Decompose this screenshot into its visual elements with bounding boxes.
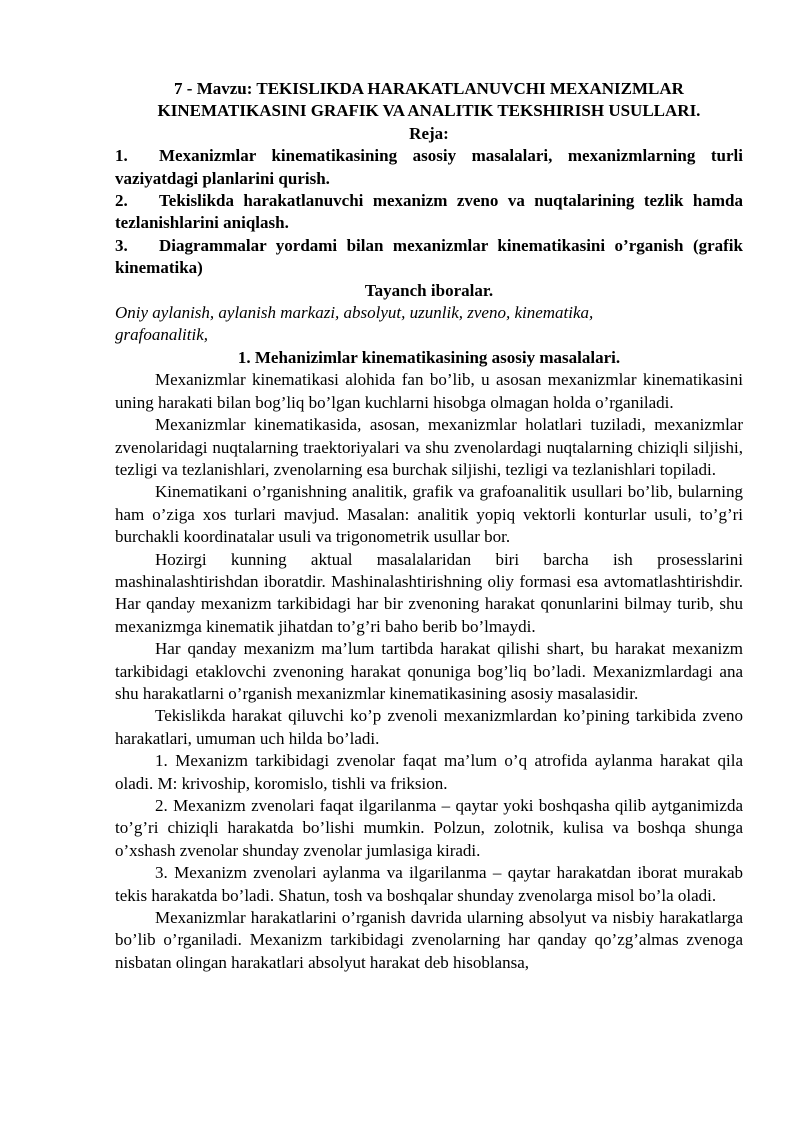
plan-item-text: Tekislikda harakatlanuvchi mexanizm zveno va nuqtalarining tezlik hamda tezlanishlarini aniqlash. (115, 191, 743, 233)
document-page (115, 76, 743, 974)
paragraph: Hozirgi kunning aktual masalalaridan biri barcha ish prosesslarini mashinalashtirishdan iboratdir. Mashinalashtirishning oliy formasi esa avtomatlashtirishdir. Har qanday mexanizm tarkibidagi har bir zvenoning harakat qonunlarini bilmay turib, shu mexanizmga kinematik jihatdan to’g’ri baho berib bo’lmaydi. (115, 549, 743, 636)
plan-item (115, 145, 743, 190)
plan-item (115, 235, 743, 280)
plan-item (115, 190, 743, 235)
plan-heading: Reja: (409, 123, 449, 143)
title-line-2: KINEMATIKASINI GRAFIK VA ANALITIK TEKSHIRISH USULLARI. (157, 101, 701, 121)
keywords-line-2: grafoanalitik, (115, 325, 209, 345)
paragraph: Kinematikani o’rganishning analitik, grafik va grafoanalitik usullari bo’lib, bularning ham o’ziga xos turlari mavjud. Masalan: analitik yopiq vektorli konturlar usuli, to’g’ri burchakli koordinatalar usuli va trigonometrik usullar bor. (115, 482, 743, 547)
plan-item-text: Mexanizmlar kinematikasining asosiy masalalari, mexanizmlarning turli vaziyatdagi planlarini qurish. (115, 146, 743, 188)
plan-item-text: Diagrammalar yordami bilan mexanizmlar kinematikasini o’rganish (grafik kinematika) (115, 235, 743, 278)
paragraph: Har qanday mexanizm ma’lum tartibda harakat qilishi shart, bu harakat mexanizm tarkibidagi etaklovchi zvenoning harakat qonuniga bog’liq bo’ladi. Mexanizmlardagi ana shu harakatlarni o’rganish mexanizmlar kinematikasining asosiy masalasidir. (115, 639, 743, 703)
plan-item-number: 2. (115, 191, 128, 211)
title-line-1: 7 - Mavzu: TEKISLIKDA HARAKATLANUVCHI MEXANIZMLAR (174, 79, 684, 98)
keywords-line-1: Oniy aylanish, aylanish markazi, absolyut, uzunlik, zveno, kinematika, (115, 303, 594, 323)
paragraph: 1. Mexanizm tarkibidagi zvenolar faqat ma’lum o’q atrofida aylanma harakat qila oladi. M: krivoship, koromislo, tishli va friksion. (115, 751, 743, 793)
paragraph: 3. Mexanizm zvenolari aylanma va ilgarilanma – qaytar harakatdan iborat murakab tekis harakatda bo’ladi. Shatun, tosh va boshqalar shunday zvenolarga misol bo’la oladi. (115, 863, 743, 905)
plan-list (115, 145, 743, 279)
keywords-heading: Tayanch iboralar. (364, 280, 494, 300)
document-title (115, 78, 743, 123)
plan-item-number: 3. (115, 235, 128, 255)
paragraph: Mexanizmlar harakatlarini o’rganish davrida ularning absolyut va nisbiy harakatlarga bo’lib o’rganiladi. Mexanizm tarkibidagi zvenolarning har qanday qo’zg’almas zvenoga nisbatan olingan harakatlari absolyut harakat deb hisoblansa, (115, 908, 743, 972)
paragraph: Mexanizmlar kinematikasi alohida fan bo’lib, u asosan mexanizmlar kinematikasini uning harakati bilan bog’liq bo’lgan kuchlarni hisobga olmagan holda o’rganiladi. (115, 370, 743, 412)
keywords-text (115, 302, 743, 347)
section-heading: 1. Mehanizimlar kinematikasining asosiy masalalari. (237, 347, 621, 367)
paragraph: 2. Mexanizm zvenolari faqat ilgarilanma – qaytar yoki boshqasha qilib aytganimizda to’g’ri chiziqli harakatda bo’lishi mumkin. Polzun, zolotnik, kulisa va boshqa shunga o’xshash zvenolar shunday zvenolar jumlasiga kiradi. (115, 796, 743, 860)
plan-item-number: 1. (115, 146, 128, 166)
body-text (115, 369, 743, 974)
paragraph: Tekislikda harakat qiluvchi ko’p zvenoli mexanizmlardan ko’pining tarkibida zveno harakatlari, umuman uch hilda bo’ladi. (115, 706, 743, 748)
paragraph: Mexanizmlar kinematikasida, asosan, mexanizmlar holatlari tuziladi, mexanizmlar zvenolaridagi nuqtalarning traektoriyalari va shu zvenolardagi nuqtalarning chiziqli siljishi, tezligi va tezlanishlari, zvenolarning esa burchak siljishi, tezligi va tezlanishlari topiladi. (115, 415, 743, 479)
